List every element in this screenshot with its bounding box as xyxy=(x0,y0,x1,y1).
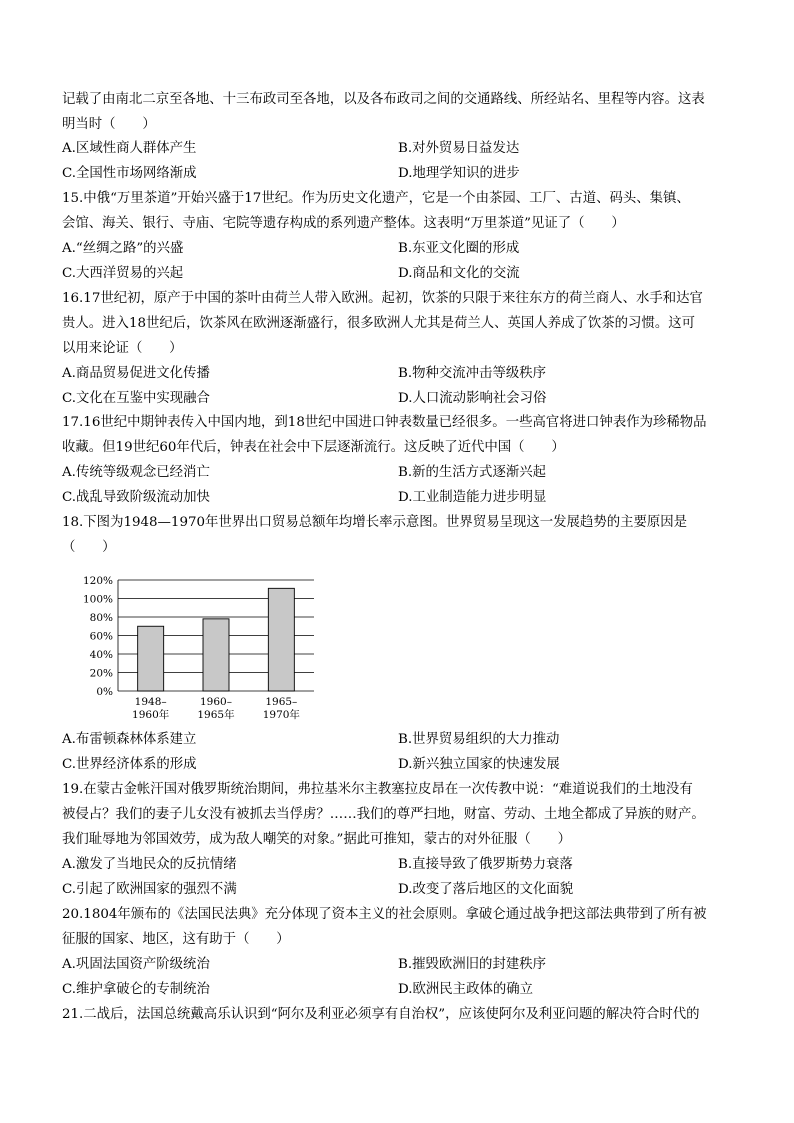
x-tick-label: 1960– xyxy=(200,696,232,708)
q17-option-a: A.传统等级观念已经消亡 xyxy=(62,465,210,480)
q19-stem-line3: 我们耻辱地为邻国效劳，成为敌人嘲笑的对象。”据此可推知，蒙古的对外征服（ ） xyxy=(62,832,571,847)
q18-option-a: A.布雷顿森林体系建立 xyxy=(62,732,197,747)
q16-stem-line1: 16.17世纪初，原产于中国的茶叶由荷兰人带入欧洲。起初，饮茶的只限于来往东方的荷兰商人、水手和达官 xyxy=(62,291,703,306)
q15-stem-line1: 15.中俄“万里茶道”开始兴盛于17世纪。作为历史文化遗产，它是一个由茶园、工厂、古道、码头、集镇、 xyxy=(62,191,690,206)
q17-option-b: B.新的生活方式逐渐兴起 xyxy=(398,465,547,480)
q19-stem-line2: 被侵占？我们的妻子儿女没有被抓去当俘虏？……我们的尊严扫地，财富、劳动、土地全都成了异族的财产。 xyxy=(62,807,705,822)
bar xyxy=(268,588,294,691)
q17-stem-line1: 17.16世纪中期钟表传入中国内地，到18世纪中国进口钟表数量已经很多。一些高官将进口钟表作为珍稀物品 xyxy=(62,415,707,430)
q15-option-a: A.“丝绸之路”的兴盛 xyxy=(62,241,184,256)
y-tick-label: 120% xyxy=(82,575,113,587)
q14-stem-line2: 明当时（ ） xyxy=(62,117,156,132)
q19-option-a: A.激发了当地民众的反抗情绪 xyxy=(62,857,237,872)
q17-option-d: D.工业制造能力进步明显 xyxy=(398,490,547,505)
q17-stem-line2: 收藏。但19世纪60年代后，钟表在社会中下层逐渐流行。这反映了近代中国（ ） xyxy=(62,440,565,455)
y-tick-label: 60% xyxy=(89,630,113,643)
q18-option-c: C.世界经济体系的形成 xyxy=(62,757,197,772)
y-tick-label: 20% xyxy=(89,667,113,680)
q18-option-d: D.新兴独立国家的快速发展 xyxy=(398,757,560,772)
q14-option-b: B.对外贸易日益发达 xyxy=(398,141,520,156)
q15-option-d: D.商品和文化的交流 xyxy=(398,266,520,281)
q15-stem-line2: 会馆、海关、银行、寺庙、宅院等遗存构成的系列遗产整体。这表明“万里茶道”见证了（ ） xyxy=(62,216,625,231)
q20-stem-line2: 征服的国家、地区，这有助于（ ） xyxy=(62,932,290,947)
q16-option-a: A.商品贸易促进文化传播 xyxy=(62,366,210,381)
x-tick-label: 1965– xyxy=(265,696,298,708)
q15-option-b: B.东亚文化圈的形成 xyxy=(398,241,520,256)
x-tick-label: 1948– xyxy=(134,696,167,708)
x-tick-label: 1960年 xyxy=(132,709,170,721)
q16-stem-line3: 以用来论证（ ） xyxy=(62,341,183,356)
q16-stem-line2: 贵人。进入18世纪后，饮茶风在欧洲逐渐盛行，很多欧洲人尤其是荷兰人、英国人养成了饮茶的习惯。这可 xyxy=(62,316,696,331)
y-tick-label: 0% xyxy=(96,686,113,698)
q17-option-c: C.战乱导致阶级流动加快 xyxy=(62,490,210,505)
q14-stem-line1: 记载了由南北二京至各地、十三布政司至各地，以及各布政司之间的交通路线、所经站名、里程等内容。这表 xyxy=(62,92,705,107)
bar xyxy=(203,619,229,691)
bar xyxy=(138,626,164,691)
q21-stem-line1: 21.二战后，法国总统戴高乐认识到“阿尔及利亚必须享有自治权”，应该使阿尔及利亚问题的解决符合时代的 xyxy=(62,1007,700,1022)
y-tick-label: 40% xyxy=(89,649,113,661)
x-tick-label: 1970年 xyxy=(262,709,300,721)
q19-option-b: B.直接导致了俄罗斯势力衰落 xyxy=(398,857,573,872)
y-tick-label: 80% xyxy=(89,612,113,624)
q18-option-b: B.世界贸易组织的大力推动 xyxy=(398,732,560,747)
q20-option-c: C.维护拿破仑的专制统治 xyxy=(62,982,210,997)
q20-option-b: B.摧毁欧洲旧的封建秩序 xyxy=(398,957,547,972)
q19-stem-line1: 19.在蒙古金帐汗国对俄罗斯统治期间，弗拉基米尔主教塞拉皮昂在一次传教中说：“难道说我们的土地没有 xyxy=(62,782,693,797)
q20-option-d: D.欧洲民主政体的确立 xyxy=(398,982,534,997)
q16-option-c: C.文化在互鉴中实现融合 xyxy=(62,391,210,406)
q16-option-b: B.物种交流冲击等级秩序 xyxy=(398,366,547,381)
q18-stem-line2: （ ） xyxy=(62,540,116,555)
q15-option-c: C.大西洋贸易的兴起 xyxy=(62,266,184,281)
growth-rate-bar-chart xyxy=(76,568,326,724)
q20-stem-line1: 20.1804年颁布的《法国民法典》充分体现了资本主义的社会原则。拿破仑通过战争把这部法典带到了所有被 xyxy=(62,907,707,922)
q18-stem-line1: 18.下图为1948—1970年世界出口贸易总额年均增长率示意图。世界贸易呈现这一发展趋势的主要原因是 xyxy=(62,515,688,530)
q14-option-c: C.全国性市场网络渐成 xyxy=(62,166,197,181)
q16-option-d: D.人口流动影响社会习俗 xyxy=(398,391,547,406)
q14-option-d: D.地理学知识的进步 xyxy=(398,166,520,181)
q14-option-a: A.区域性商人群体产生 xyxy=(62,141,197,156)
q20-option-a: A.巩固法国资产阶级统治 xyxy=(62,957,210,972)
y-tick-label: 100% xyxy=(82,593,113,606)
q19-option-d: D.改变了落后地区的文化面貌 xyxy=(398,882,574,897)
x-tick-label: 1965年 xyxy=(197,709,235,721)
q19-option-c: C.引起了欧洲国家的强烈不满 xyxy=(62,882,237,897)
